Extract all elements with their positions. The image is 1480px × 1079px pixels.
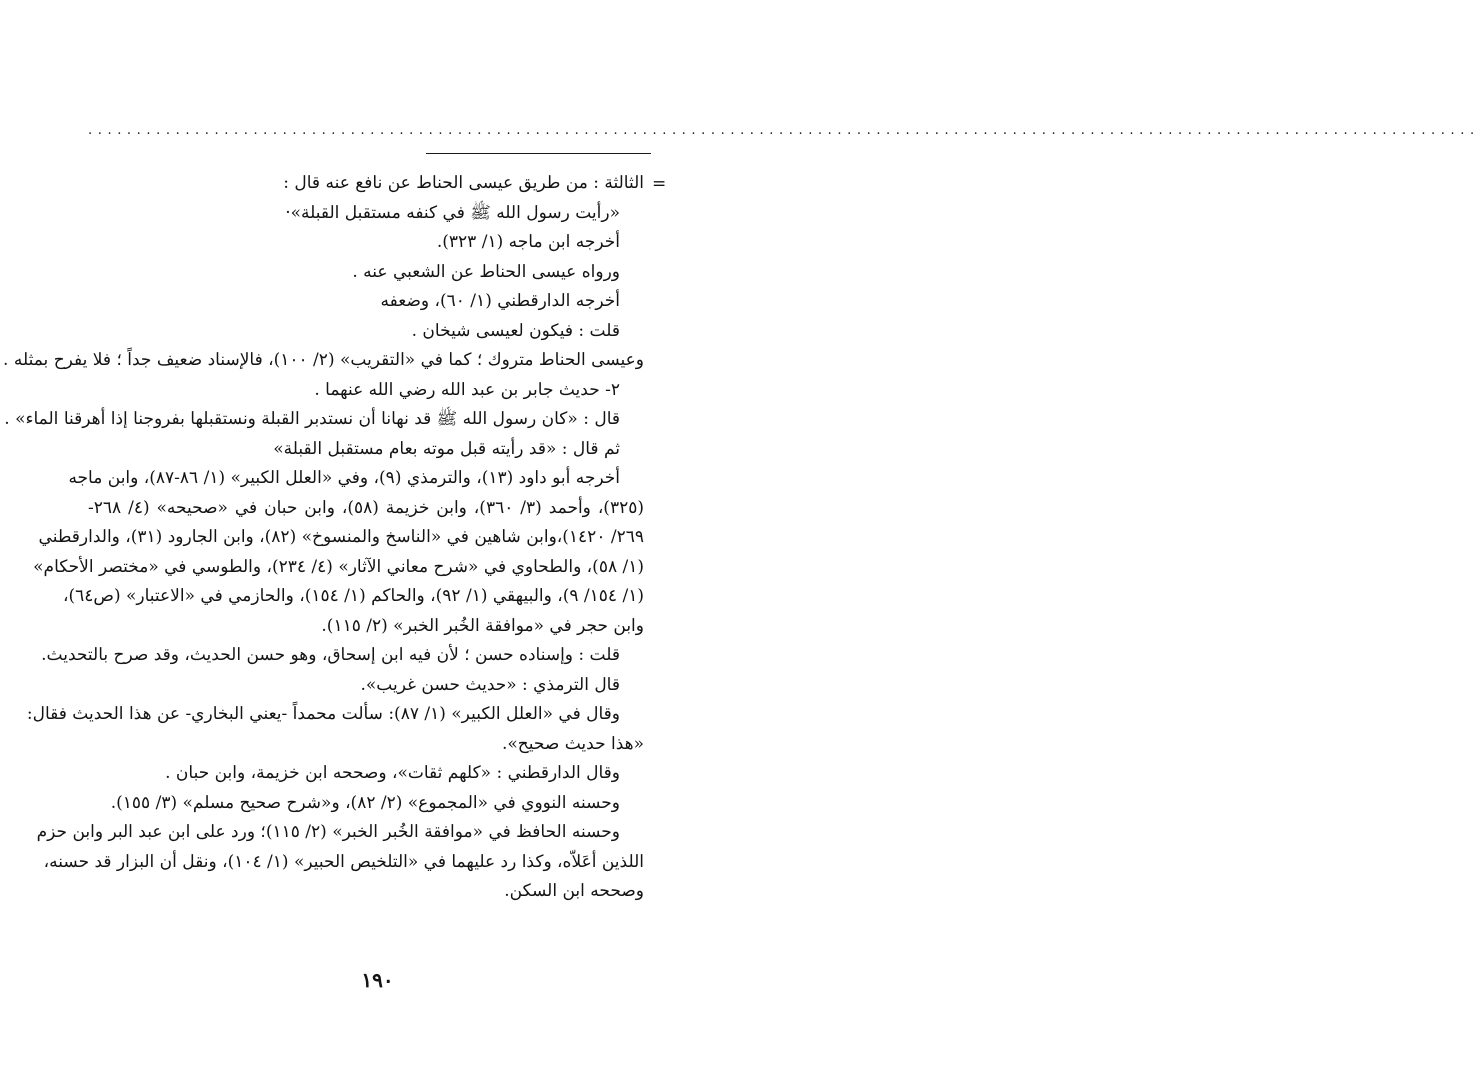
continuation-mark: =: [652, 174, 667, 194]
text-line: أخرجه أبو داود (١٣)، والترمذي (٩)، وفي «العلل الكبير» (١/ ٨٦-٨٧)، وابن ماجه: [68, 468, 620, 488]
text-line: قال الترمذي : «حديث حسن غريب».: [360, 674, 620, 695]
text-line: (١/ ١٥٤/ ٩)، والبيهقي (١/ ٩٢)، والحاكم (١/ ١٥٤)، والحازمي في «الاعتبار» (ص٦٤)،: [63, 586, 644, 606]
text-line: ٢٦٩/ ١٤٢٠)،وابن شاهين في «الناسخ والمنسوخ» (٨٢)، وابن الجارود (٣١)، والدارقطني: [38, 527, 644, 547]
text-line: «هذا حديث صحيح».: [502, 733, 644, 754]
text-line: وابن حجر في «موافقة الخُبر الخبر» (٢/ ١١٥).: [321, 615, 644, 636]
text-line: أخرجه ابن ماجه (١/ ٣٢٣).: [436, 232, 620, 252]
text-line: أخرجه الدارقطني (١/ ٦٠)، وضعفه: [380, 291, 620, 311]
page-number: ١٩٠: [361, 968, 394, 992]
text-line: ثم قال : «قد رأيته قبل موته بعام مستقبل القبلة»: [273, 438, 620, 459]
footnote-body: [3, 169, 644, 907]
text-line: اللذين أعَلاّه، وكذا رد عليهما في «التلخيص الحبير» (١/ ١٠٤)، ونقل أن البزار قد حسنه،: [43, 851, 644, 872]
text-line: وصححه ابن السكن.: [504, 881, 644, 901]
text-line: وعيسى الحناط متروك ؛ كما في «التقريب» (٢/ ١٠٠)، فالإسناد ضعيف جداً ؛ فلا يفرح بمثله .: [3, 350, 644, 370]
text-line: وحسنه الحافظ في «موافقة الخُبر الخبر» (٢/ ١١٥)؛ ورد على ابن عبد البر وابن حزم: [36, 822, 620, 842]
text-line: (٣٢٥)، وأحمد (٣/ ٣٦٠)، وابن خزيمة (٥٨)، وابن حبان في «صحيحه» (٤/ ٢٦٨-: [88, 497, 644, 518]
text-line: ورواه عيسى الحناط عن الشعبي عنه .: [352, 261, 620, 282]
dotted-separator: ...............................................................................................................................................: [88, 123, 1480, 138]
text-line: ٢- حديث جابر بن عبد الله رضي الله عنهما .: [314, 379, 620, 400]
text-line: قال : «كان رسول الله ﷺ قد نهانا أن نستدبر القبلة ونستقبلها بفروجنا إذا أهرقنا الماء» .: [4, 409, 620, 429]
text-line: قلت : فيكون لعيسى شيخان .: [411, 320, 620, 341]
text-line: وقال الدارقطني : «كلهم ثقات»، وصححه ابن خزيمة، وابن حبان .: [165, 763, 620, 783]
text-line: الثالثة : من طريق عيسى الحناط عن نافع عنه قال :: [283, 173, 644, 193]
text-line: قلت : وإسناده حسن ؛ لأن فيه ابن إسحاق، وهو حسن الحديث، وقد صرح بالتحديث.: [41, 645, 620, 665]
text-line: وحسنه النووي في «المجموع» (٢/ ٨٢)، و«شرح صحيح مسلم» (٣/ ١٥٥).: [110, 792, 620, 813]
text-line: «رأيت رسول الله ﷺ في كنفه مستقبل القبلة»·: [285, 202, 620, 223]
text-line: وقال في «العلل الكبير» (١/ ٨٧): سألت محمداً -يعني البخاري- عن هذا الحديث فقال:: [26, 704, 620, 724]
text-line: (١/ ٥٨)، والطحاوي في «شرح معاني الآثار» (٤/ ٢٣٤)، والطوسي في «مختصر الأحكام»: [33, 556, 644, 577]
footnote-rule: [426, 153, 651, 154]
